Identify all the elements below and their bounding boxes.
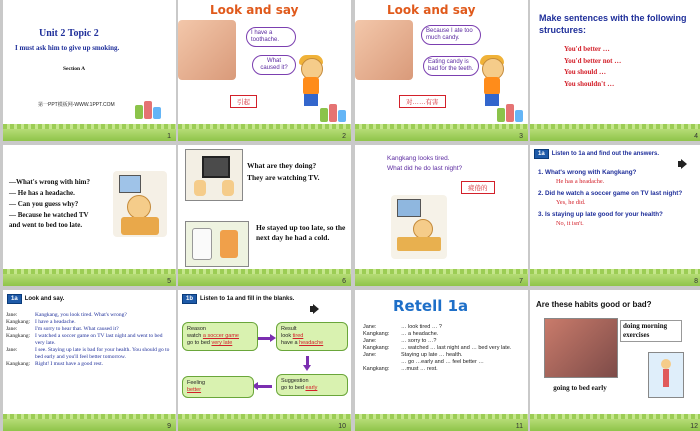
- grass-decoration: [3, 273, 176, 286]
- result-line-2-prefix: have a: [281, 340, 300, 347]
- slide-thumbnail-11[interactable]: [355, 290, 528, 431]
- grass-decoration: [178, 418, 351, 431]
- retell-row: [363, 366, 523, 373]
- dialog-line: —What's wrong with him?: [9, 178, 90, 186]
- dialog-line: — Because he watched TV: [9, 210, 89, 219]
- question-text: 1. What's wrong with Kangkang?: [538, 169, 637, 176]
- slide-number: 3: [519, 133, 523, 140]
- activity-tag: 1b: [182, 294, 197, 304]
- reason-box: [182, 322, 258, 351]
- slide-thumbnail-4[interactable]: [530, 0, 700, 141]
- speaker-name: Jane:: [6, 347, 18, 354]
- slide-heading: Are these habits good or bad?: [536, 300, 652, 309]
- retell-row: [363, 359, 523, 366]
- activity-instruction: Listen to 1a and find out the answers.: [551, 151, 660, 157]
- retell-row: [363, 345, 523, 352]
- speaker-name: Kangkang:: [6, 333, 31, 340]
- doctor-visit-image: [185, 221, 249, 267]
- suggestion-line-1: [281, 385, 343, 392]
- slide-thumbnail-9[interactable]: [3, 290, 176, 431]
- chinese-hint-button[interactable]: 对……有害: [399, 95, 446, 108]
- speaker-name: Kangkang:: [363, 366, 390, 373]
- speaker-name: Kangkang:: [363, 345, 390, 352]
- retell-block: [363, 324, 523, 373]
- slide-thumbnail-1[interactable]: [3, 0, 176, 141]
- dialog-line: — He has a headache.: [9, 188, 75, 197]
- grass-decoration: [178, 273, 351, 286]
- dialog-row: [6, 333, 172, 347]
- reason-answer-2: very late: [211, 340, 233, 347]
- slide-thumbnail-10[interactable]: [178, 290, 351, 431]
- retell-row: [363, 352, 523, 359]
- slide-thumbnail-8[interactable]: [530, 145, 700, 286]
- slide-number: 5: [167, 278, 171, 285]
- speech-bubble: Eating candy is bad for the teeth.: [423, 56, 479, 76]
- story-line-1: Kangkang looks tired.: [387, 155, 450, 162]
- cartoon-boy-image: [475, 58, 509, 106]
- dialog-block: [6, 312, 172, 368]
- speaker-name: Kangkang:: [6, 361, 31, 368]
- tired-boy-image: [391, 195, 447, 259]
- child-sleeping-image: [544, 318, 618, 378]
- slide-thumbnail-2[interactable]: [178, 0, 351, 141]
- slide-number: 8: [694, 278, 698, 285]
- speaker-line: Kangkang, you look tired. What's wrong?: [35, 312, 127, 318]
- speech-bubble: Because I ate too much candy.: [421, 25, 481, 45]
- cartoon-boy-image: [294, 58, 328, 106]
- dialog-row: [6, 326, 172, 333]
- arrow-left-icon: [258, 385, 272, 388]
- suggestion-box: [276, 374, 348, 396]
- toothache-face-image: [355, 20, 413, 80]
- grass-decoration: [355, 418, 528, 431]
- dialog-line: — Can you guess why?: [9, 199, 79, 208]
- retell-line: … watched … last night and … bed very late.: [401, 345, 512, 352]
- slide-number: 9: [167, 423, 171, 430]
- slide-thumbnail-3[interactable]: [355, 0, 528, 141]
- speaker-name: Kangkang:: [6, 319, 31, 326]
- question-text: What are they doing?: [247, 161, 317, 170]
- reason-answer-1: a soccer game: [202, 333, 239, 340]
- slide-number: 4: [694, 133, 698, 140]
- retell-row: [363, 338, 523, 345]
- structure-list: [564, 44, 621, 90]
- speaker-line: I'm sorry to hear that. What caused it?: [35, 326, 119, 333]
- speaker-line: Right! I must have a good rest.: [35, 361, 103, 368]
- suggestion-title: Suggestion: [281, 378, 309, 384]
- reason-line-1-prefix: watch: [187, 333, 203, 340]
- habit-label-exercise: doing morning exercises: [620, 320, 682, 342]
- grass-decoration: [178, 128, 351, 141]
- slide-number: 7: [519, 278, 523, 285]
- suggestion-answer-1: early: [305, 385, 318, 392]
- suggestion-line-1-prefix: go to bed: [281, 385, 306, 392]
- grass-decoration: [355, 128, 528, 141]
- chinese-hint-button[interactable]: 引起: [230, 95, 257, 108]
- retell-title: Retell 1a: [393, 297, 469, 315]
- arrow-down-icon-head: [303, 365, 311, 371]
- grass-decoration: [530, 418, 700, 431]
- structure-item: You should …: [564, 68, 607, 77]
- dialog-row: [6, 361, 172, 368]
- activity-tag: 1a: [534, 149, 549, 159]
- speaker-name: Jane:: [363, 352, 377, 359]
- structure-item: You shouldn't …: [564, 79, 615, 88]
- slide-subtitle: I must ask him to give up smoking.: [15, 44, 120, 52]
- chinese-hint-button[interactable]: 疲倦的: [461, 181, 495, 194]
- result-answer-1: tired: [292, 333, 304, 340]
- activity-tag: 1a: [7, 294, 22, 304]
- slide-number: 12: [690, 423, 698, 430]
- habit-label-sleep: going to bed early: [553, 384, 607, 392]
- result-title: Result: [281, 326, 297, 332]
- feeling-answer: better: [187, 387, 202, 394]
- slide-thumbnail-6[interactable]: [178, 145, 351, 286]
- activity-instruction: Look and say.: [24, 296, 65, 302]
- slide-number: 1: [167, 133, 171, 140]
- dialog-row: [6, 319, 172, 326]
- speech-bubble: I have a toothache.: [246, 27, 296, 47]
- slide-heading: Make sentences with the following structures:: [539, 13, 687, 36]
- look-and-say-banner: Look and say: [387, 3, 476, 17]
- reason-line-2: [187, 340, 253, 347]
- answer-text: Yes, he did.: [556, 198, 586, 206]
- structure-item: You'd better not …: [564, 56, 622, 65]
- feeling-box: [182, 376, 254, 398]
- speaker-line: I see. Staying up late is bad for your health. You should go to bed early and you'll feel better tomorrow.: [35, 347, 170, 361]
- result-line-2: [281, 340, 343, 347]
- slide-number: 2: [342, 133, 346, 140]
- question-list: [538, 169, 698, 228]
- slide-thumbnail-7[interactable]: [355, 145, 528, 286]
- exercise-image: [648, 352, 684, 398]
- slide-number: 6: [342, 278, 346, 285]
- reason-title: Reason: [187, 326, 206, 332]
- speaker-icon[interactable]: [310, 304, 322, 314]
- speaker-name: Jane:: [6, 326, 18, 333]
- slide-thumbnail-12[interactable]: [530, 290, 700, 431]
- cold-description: He stayed up too late, so the next day he had a cold.: [256, 223, 346, 243]
- slide-number: 11: [515, 423, 523, 430]
- question-text: 3. Is staying up late good for your health?: [538, 211, 663, 218]
- dialog-row: [6, 312, 172, 319]
- dialog-line: and went to bed too late.: [9, 221, 83, 230]
- speaker-name: Jane:: [363, 324, 377, 330]
- answer-text: He has a headache.: [556, 177, 605, 185]
- grass-decoration: [3, 418, 176, 431]
- speaker-line: I watched a soccer game on TV last night and went to bed very late.: [35, 333, 163, 347]
- reason-line-1: [187, 333, 253, 340]
- retell-line: … look tired … ?: [401, 324, 442, 330]
- speaker-name: Jane:: [363, 338, 377, 345]
- retell-row: [363, 331, 523, 338]
- grass-decoration: [355, 273, 528, 286]
- reason-line-2-prefix: go to bed: [187, 340, 212, 347]
- result-line-1-prefix: look: [281, 333, 293, 340]
- slide-thumbnail-5[interactable]: [3, 145, 176, 286]
- result-line-1: [281, 333, 343, 340]
- slide-title: Unit 2 Topic 2: [39, 28, 99, 39]
- section-label: Section A: [63, 66, 86, 72]
- speaker-line: I have a headache.: [35, 319, 76, 326]
- retell-line: … go …early and … feel better …: [401, 359, 484, 366]
- flower-pots-image: [135, 97, 165, 119]
- flower-pots-image: [497, 100, 527, 122]
- activity-instruction: Listen to 1a and fill in the blanks.: [200, 296, 295, 302]
- footer-watermark: 第一PPT模板网-WWW.1PPT.COM: [38, 102, 115, 108]
- grass-decoration: [3, 128, 176, 141]
- grass-decoration: [530, 128, 700, 141]
- watching-tv-image: [185, 149, 243, 201]
- toothache-face-image: [178, 20, 236, 80]
- feeling-title: Feeling: [187, 380, 206, 386]
- look-and-say-banner: Look and say: [210, 3, 299, 17]
- story-line-2: What did he do last night?: [387, 165, 463, 172]
- activity-header: [7, 294, 64, 304]
- answer-text: They are watching TV.: [247, 173, 320, 182]
- dialog-row: [6, 347, 172, 361]
- answer-text: No, it isn't.: [556, 219, 584, 227]
- dialog-text: [9, 177, 90, 231]
- slide-number: 10: [338, 423, 346, 430]
- result-box: [276, 322, 348, 351]
- retell-line: … a headache.: [401, 331, 439, 338]
- speaker-icon[interactable]: [678, 159, 690, 169]
- speaker-name: [363, 359, 401, 366]
- result-answer-2: headache: [299, 340, 324, 347]
- speaker-name: Kangkang:: [363, 331, 390, 338]
- activity-header: [534, 149, 659, 159]
- speech-bubble: What caused it?: [252, 55, 296, 75]
- retell-line: … sorry to …?: [401, 338, 437, 345]
- speaker-name: Jane:: [6, 312, 18, 318]
- retell-line: Staying up late … health.: [401, 352, 463, 359]
- flower-pots-image: [320, 100, 350, 122]
- retell-row: [363, 324, 523, 331]
- sick-boy-image: [113, 171, 167, 237]
- grass-decoration: [530, 273, 700, 286]
- retell-line: …must … rest.: [401, 366, 438, 373]
- structure-item: You'd better …: [564, 45, 610, 53]
- question-text: 2. Did he watch a soccer game on TV last night?: [538, 190, 683, 197]
- activity-header: [182, 294, 294, 304]
